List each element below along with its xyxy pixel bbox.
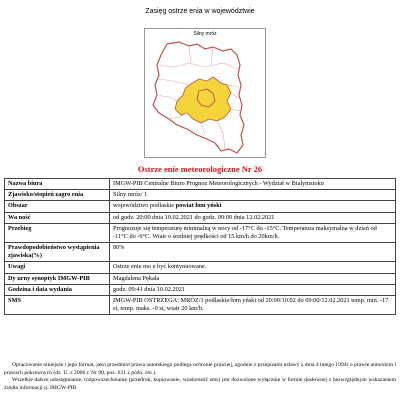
row-label: Przebieg [5, 223, 110, 242]
area-prefix: województwo podlaskie [113, 202, 176, 210]
redistribution-paragraph: Wszelkie dalsze udostępnianie, rozpowszechnianie (przedruk, kopiowanie, wiadomość sms) jest dozwolone wyłącznie w formie dosłownej z bezwzględnym wskazaniem źródła informacji tj. IMGW-PIB. [4, 377, 396, 391]
voivodeship-map [145, 29, 265, 157]
table-row [5, 262, 396, 273]
row-value: Silny mróz/ 1 [110, 190, 396, 201]
row-value: Magdalena Pękała [110, 273, 396, 284]
row-value: Prognozuje się temperaturę minimalną w nocy od -17°C do -15°C. Temperatura maksymalna w dzień od -11°C do -9°C. Wiatr o średniej prędkości od 15 km/h do 20km/h. [110, 223, 396, 242]
row-label: Uwagi [5, 262, 110, 273]
area-county: powiat łom yński [175, 202, 222, 210]
row-value: godz. 09:41 dnia 10.02.2021 [110, 284, 396, 295]
copyright-paragraph: Opracowanie niniejsze i jego format, jako przedmiot prawa autorskiego podlega ochronie prawnej, zgodnie z przepisami ustawy z dnia 4 lutego 1994r o prawie autorskim i prawach pokrewnych (dz. U. z 2006 r. Nr 90, poz. 631 z późn. zm.). [4, 362, 396, 376]
map-legend-title: Silny mróz [193, 31, 217, 37]
row-value: IMGW-PIB Centralne Biuro Prognoz Meteorologicznych - Wydział w Białymstoku [110, 179, 396, 190]
warning-details-table [4, 178, 396, 315]
table-row [5, 190, 396, 201]
row-label: Wa ność [5, 212, 110, 223]
row-value: Ostrze enie mo e być kontynuowane. [110, 262, 396, 273]
row-label: SMS [5, 295, 110, 314]
table-row [5, 295, 396, 314]
row-label: Zjawisko/stopień zagro enia [5, 190, 110, 201]
row-label: Godzina i data wydania [5, 284, 110, 295]
warning-map [144, 28, 266, 158]
copyright-note [4, 362, 396, 392]
table-row [5, 243, 396, 262]
table-row [5, 223, 396, 242]
row-value: od godz. 20:00 dnia 10.02.2021 do godz. 09:00 dnia 12.02.2021 [110, 212, 396, 223]
row-value [110, 201, 396, 212]
warning-title: Ostrze enie meteorologiczne Nr 26 [137, 164, 263, 174]
row-label: Dy urny synoptyk IMGW-PIB [5, 273, 110, 284]
table-row [5, 201, 396, 212]
table-row [5, 212, 396, 223]
table-row [5, 273, 396, 284]
row-value: IMGW-PIB OSTRZEGA: MRÓZ/1 podlaskie/łom yński od 20:00/10.02 do 09:00/12.02.2021 temp. min. -17 st, temp. maks. -9 st, wiatr 20 km/h. [110, 295, 396, 314]
row-value: 80% [110, 243, 396, 262]
table-row [5, 179, 396, 190]
row-label: Obszar [5, 201, 110, 212]
row-label: Nazwa biura [5, 179, 110, 190]
table-row [5, 284, 396, 295]
page-heading: Zasięg ostrze enia w województwie [145, 8, 255, 15]
row-label: Prawdopodobieństwo wystąpienia zjawiska(%) [5, 243, 110, 262]
